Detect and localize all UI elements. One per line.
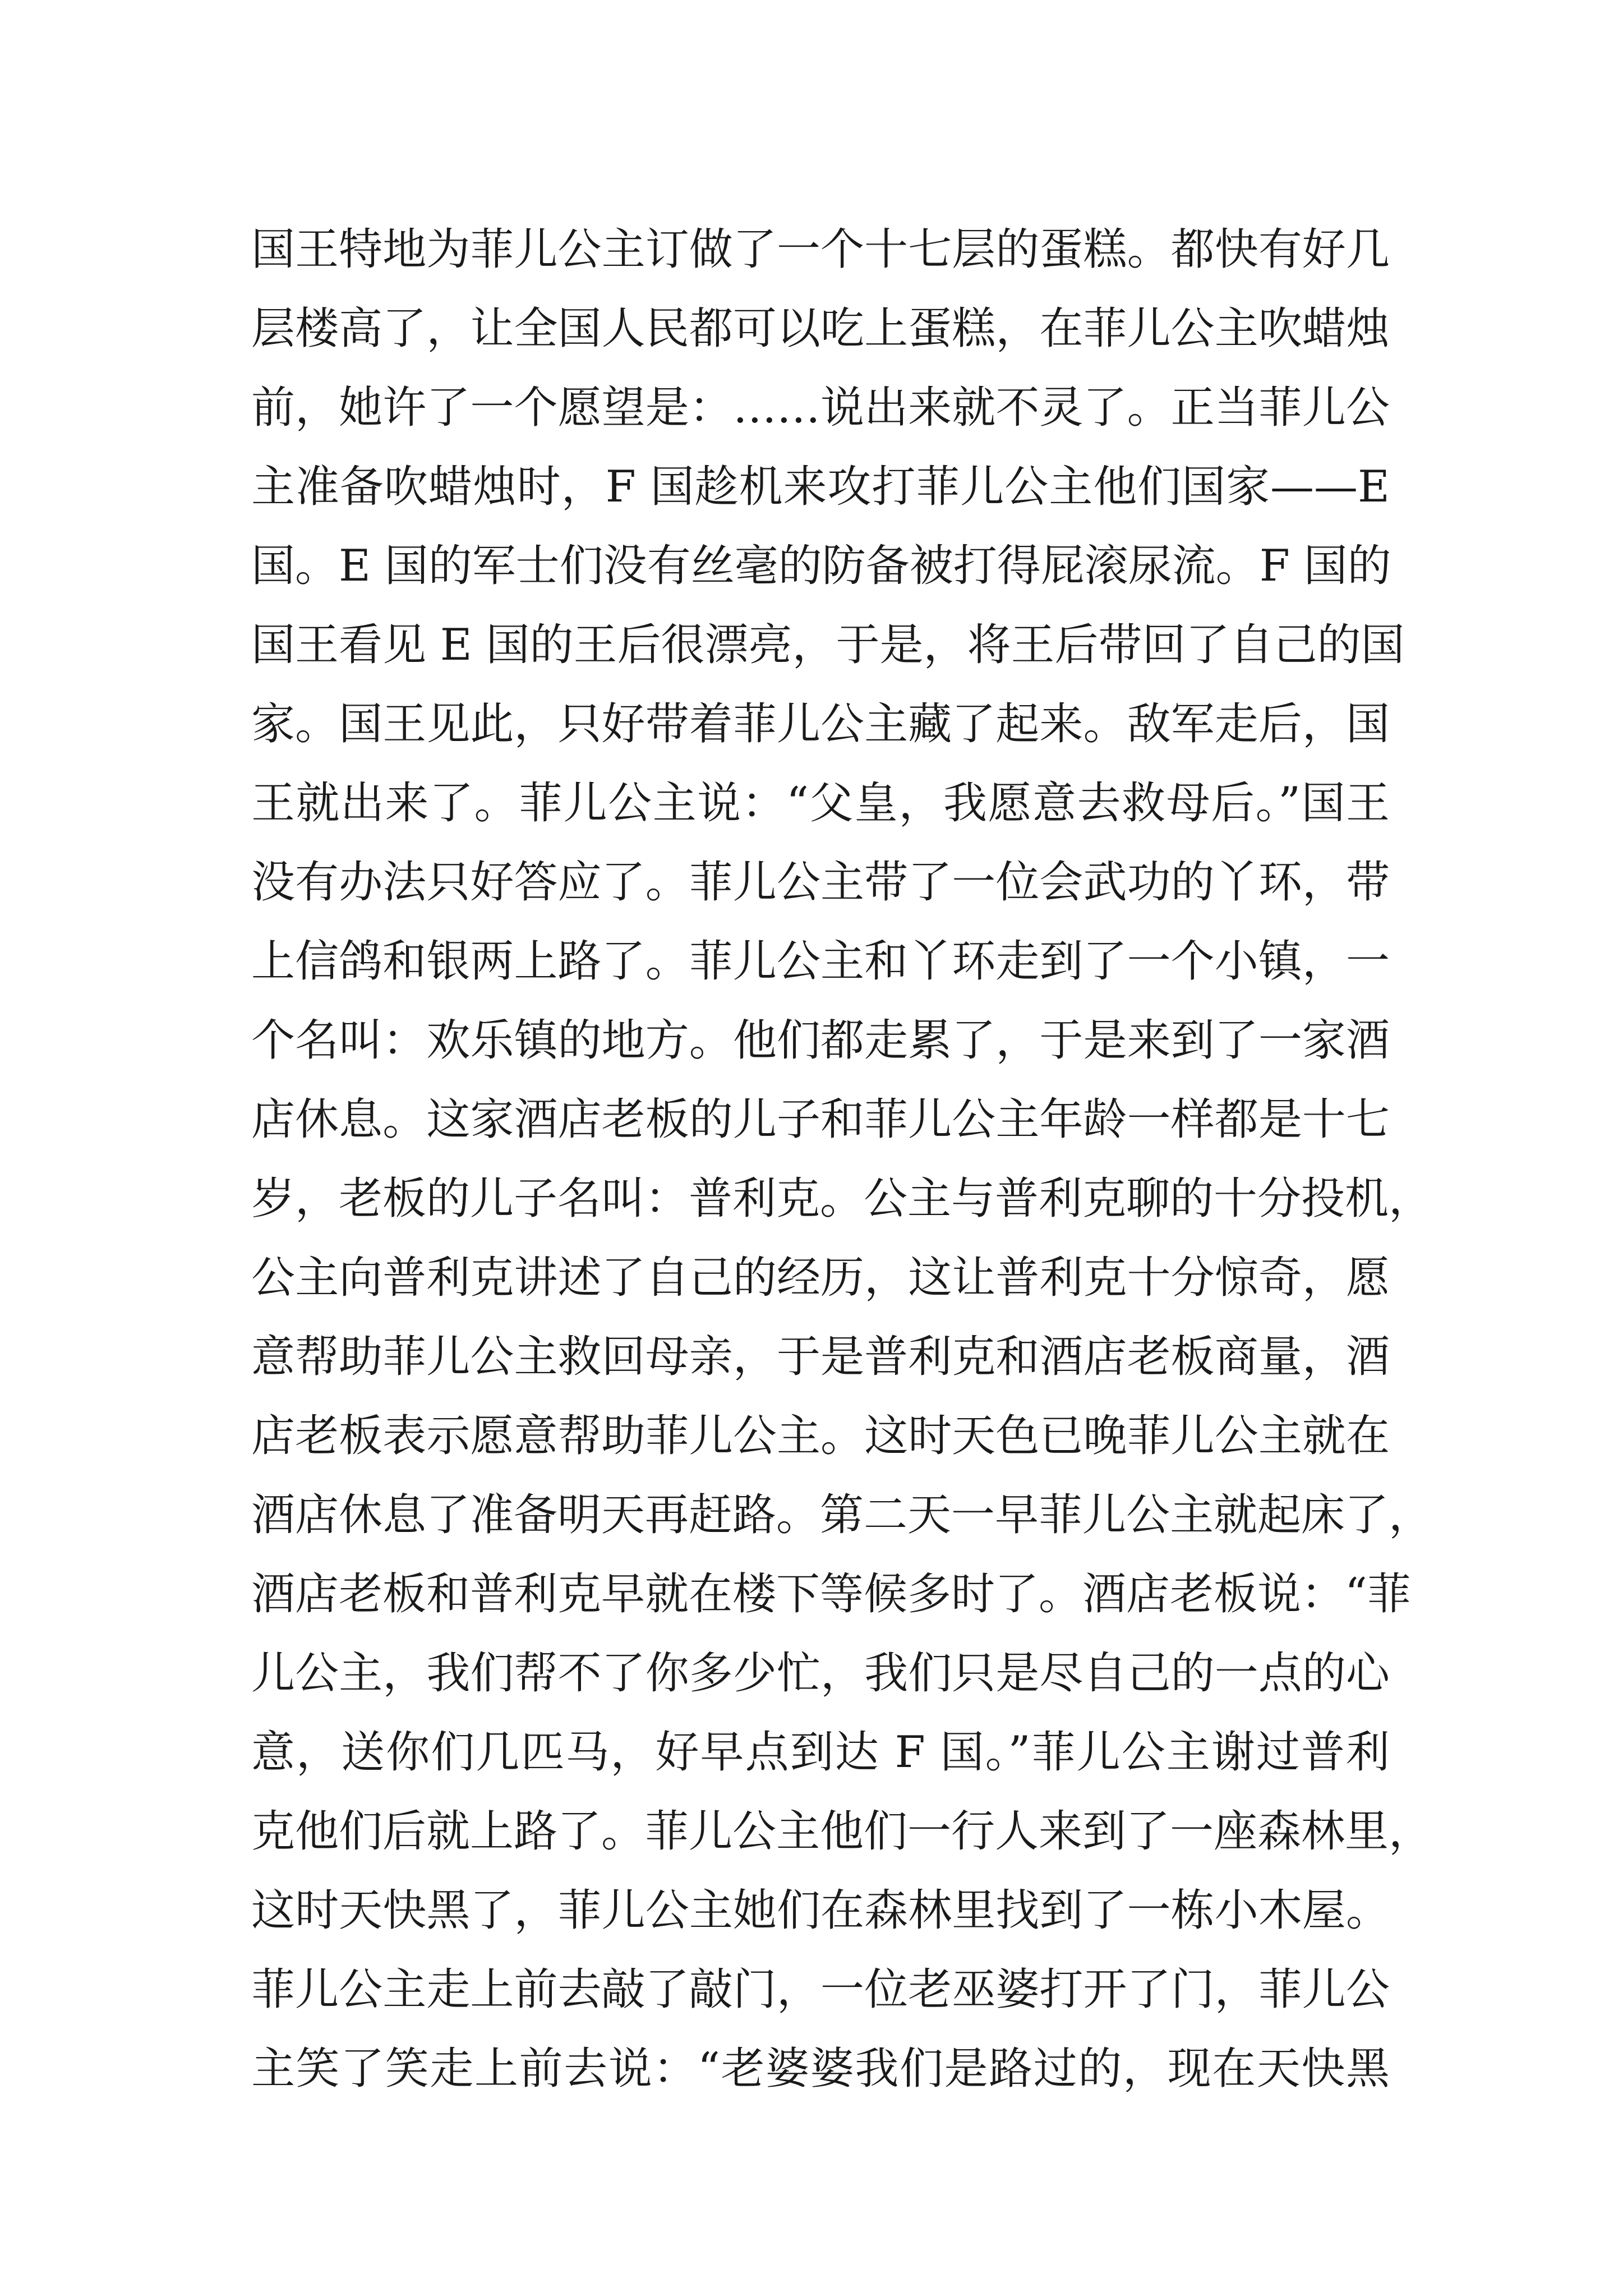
text-line: 儿公主，我们帮不了你多少忙，我们只是尽自己的一点的心 — [251, 1648, 1390, 1699]
text-line: 店休息。这家酒店老板的儿子和菲儿公主年龄一样都是十七 — [251, 1094, 1390, 1145]
text-line: 店老板表示愿意帮助菲儿公主。这时天色已晚菲儿公主就在 — [251, 1411, 1390, 1461]
text-line: 克他们后就上路了。菲儿公主他们一行人来到了一座森林里， — [251, 1806, 1433, 1857]
text-line: 菲儿公主走上前去敲了敲门，一位老巫婆打开了门，菲儿公 — [251, 1964, 1390, 2015]
text-line: 意，送你们几匹马，好早点到达 F 国。”菲儿公主谢过普利 — [251, 1727, 1390, 1778]
text-line: 主笑了笑走上前去说：“老婆婆我们是路过的，现在天快黑 — [251, 2044, 1390, 2094]
text-line: 国。E 国的军士们没有丝毫的防备被打得屁滚尿流。F 国的 — [251, 541, 1391, 591]
text-line: 酒店老板和普利克早就在楼下等候多时了。酒店老板说：“菲 — [251, 1569, 1411, 1619]
text-line: 没有办法只好答应了。菲儿公主带了一位会武功的丫环，带 — [251, 857, 1390, 908]
text-line: 主准备吹蜡烛时，F 国趁机来攻打菲儿公主他们国家——E — [251, 462, 1390, 512]
text-line: 国王特地为菲儿公主订做了一个十七层的蛋糕。都快有好几 — [251, 224, 1390, 275]
text-line: 层楼高了，让全国人民都可以吃上蛋糕，在菲儿公主吹蜡烛 — [251, 303, 1390, 354]
text-line: 意帮助菲儿公主救回母亲，于是普利克和酒店老板商量，酒 — [251, 1332, 1390, 1382]
text-line: 家。国王见此，只好带着菲儿公主藏了起来。敌军走后，国 — [251, 699, 1390, 749]
text-line: 公主向普利克讲述了自己的经历，这让普利克十分惊奇，愿 — [251, 1253, 1390, 1303]
text-line: 岁，老板的儿子名叫：普利克。公主与普利克聊的十分投机， — [251, 1174, 1433, 1224]
text-line: 国王看见 E 国的王后很漂亮，于是，将王后带回了自己的国 — [251, 620, 1405, 670]
text-line: 酒店休息了准备明天再赶路。第二天一早菲儿公主就起床了， — [251, 1490, 1433, 1540]
text-line: 这时天快黑了，菲儿公主她们在森林里找到了一栋小木屋。 — [251, 1885, 1390, 1936]
text-line: 上信鸽和银两上路了。菲儿公主和丫环走到了一个小镇，一 — [251, 936, 1390, 987]
text-line: 王就出来了。菲儿公主说：“父皇，我愿意去救母后。”国王 — [251, 778, 1390, 829]
text-line: 前，她许了一个愿望是：……说出来就不灵了。正当菲儿公 — [251, 383, 1390, 433]
text-line: 个名叫：欢乐镇的地方。他们都走累了，于是来到了一家酒 — [251, 1015, 1390, 1066]
story-text-block — [251, 210, 1433, 2109]
